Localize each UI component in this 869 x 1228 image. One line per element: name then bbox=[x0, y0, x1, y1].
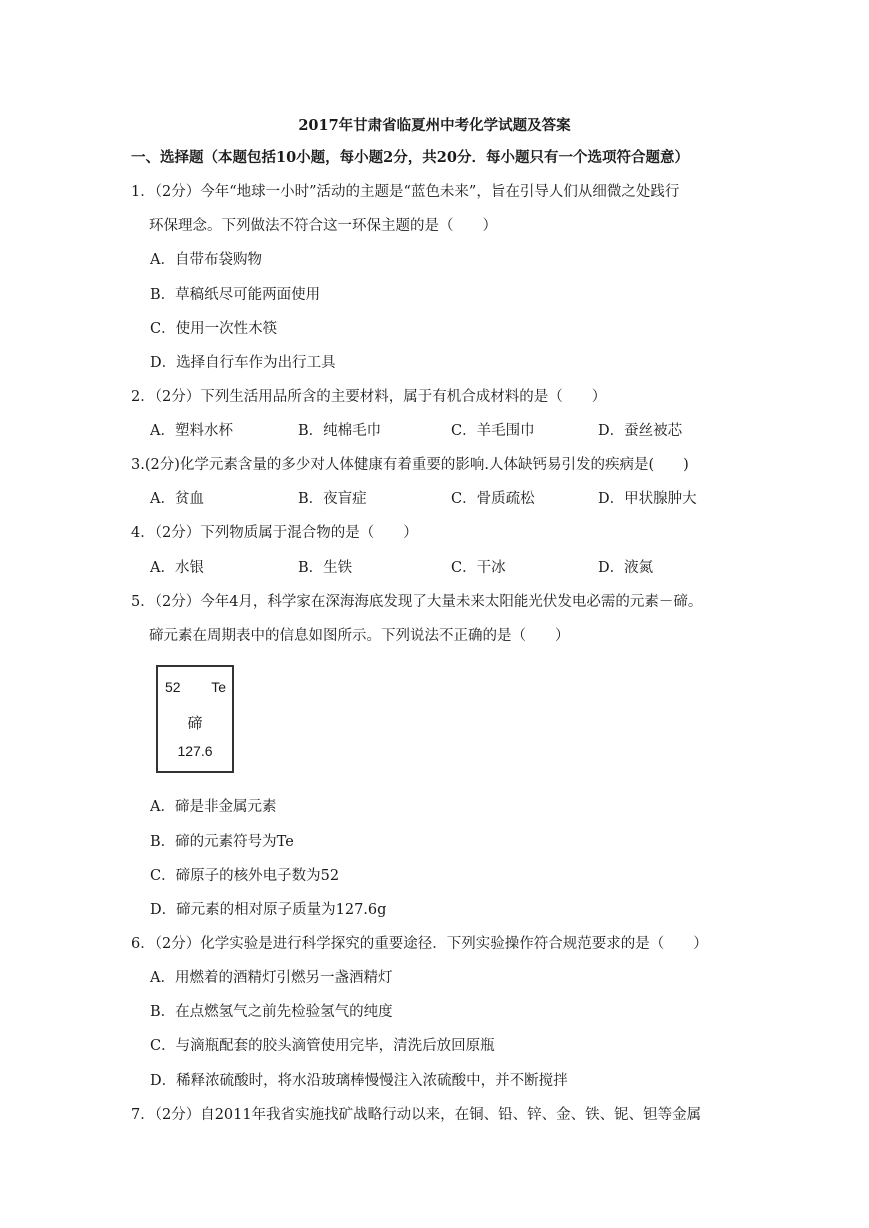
question-4-option-c: C．干冰 bbox=[451, 560, 506, 576]
question-6-option-b: B．在点燃氢气之前先检验氢气的纯度 bbox=[150, 1004, 393, 1020]
periodic-element-cell bbox=[156, 665, 234, 773]
question-2-option-a: A．塑料水杯 bbox=[150, 423, 233, 439]
question-6-option-a: A．用燃着的酒精灯引燃另一盏酒精灯 bbox=[150, 970, 393, 986]
question-2-stem: 2．（2分）下列生活用品所含的主要材料，属于有机合成材料的是（ ） bbox=[131, 389, 607, 405]
question-5-option-d: D．碲元素的相对原子质量为127.6g bbox=[150, 902, 387, 918]
page-title: 2017年甘肃省临夏州中考化学试题及答案 bbox=[298, 117, 571, 134]
question-4-option-b: B．生铁 bbox=[298, 560, 353, 576]
question-1-stem: 1．（2分）今年“地球一小时”活动的主题是“蓝色未来”，旨在引导人们从细微之处践行 bbox=[131, 184, 680, 200]
question-4-option-d: D．液氮 bbox=[598, 560, 654, 576]
question-7-stem: 7．（2分）自2011年我省实施找矿战略行动以来，在铜、铅、锌、金、铁、铌、钽等金属 bbox=[131, 1107, 702, 1123]
question-1-option-b: B．草稿纸尽可能两面使用 bbox=[150, 287, 321, 303]
question-6-option-c: C．与滴瓶配套的胶头滴管使用完毕，清洗后放回原瓶 bbox=[150, 1038, 495, 1054]
question-5-option-c: C．碲原子的核外电子数为52 bbox=[150, 868, 340, 884]
element-name: 碲 bbox=[187, 715, 203, 732]
question-4-stem: 4．（2分）下列物质属于混合物的是（ ） bbox=[131, 525, 418, 541]
atomic-number: 52 bbox=[165, 679, 181, 695]
question-1-option-d: D．选择自行车作为出行工具 bbox=[150, 355, 336, 371]
question-3-option-a: A．贫血 bbox=[150, 491, 204, 507]
question-2-option-b: B．纯棉毛巾 bbox=[298, 423, 382, 439]
atomic-mass: 127.6 bbox=[177, 743, 213, 759]
question-6-stem: 6．（2分）化学实验是进行科学探究的重要途径．下列实验操作符合规范要求的是（ ） bbox=[131, 936, 708, 952]
question-4-option-a: A．水银 bbox=[150, 560, 204, 576]
question-6-option-d: D．稀释浓硫酸时，将水沿玻璃棒慢慢注入浓硫酸中，并不断搅拌 bbox=[150, 1073, 568, 1089]
question-5-option-a: A．碲是非金属元素 bbox=[150, 799, 277, 815]
question-5-option-b: B．碲的元素符号为Te bbox=[150, 834, 294, 850]
question-1-option-a: A．自带布袋购物 bbox=[150, 252, 262, 268]
question-2-option-c: C．羊毛围巾 bbox=[451, 423, 535, 439]
section-heading: 一、选择题（本题包括10小题，每小题2分，共20分．每小题只有一个选项符合题意） bbox=[131, 149, 689, 166]
question-1-stem-cont: 环保理念。下列做法不符合这一环保主题的是（ ） bbox=[149, 218, 497, 234]
question-5-stem-cont: 碲元素在周期表中的信息如图所示。下列说法不正确的是（ ） bbox=[149, 628, 570, 644]
question-3-option-b: B．夜盲症 bbox=[298, 491, 367, 507]
question-3-option-c: C．骨质疏松 bbox=[451, 491, 535, 507]
question-3-option-d: D．甲状腺肿大 bbox=[598, 491, 697, 507]
element-symbol: Te bbox=[211, 679, 226, 695]
question-1-option-c: C．使用一次性木筷 bbox=[150, 321, 278, 337]
question-2-option-d: D．蚕丝被芯 bbox=[598, 423, 683, 439]
question-3-stem: 3.(2分)化学元素含量的多少对人体健康有着重要的影响.人体缺钙易引发的疾病是( ) bbox=[131, 457, 689, 473]
question-5-stem: 5．（2分）今年4月，科学家在深海海底发现了大量未来太阳能光伏发电必需的元素－碲。 bbox=[131, 594, 703, 610]
